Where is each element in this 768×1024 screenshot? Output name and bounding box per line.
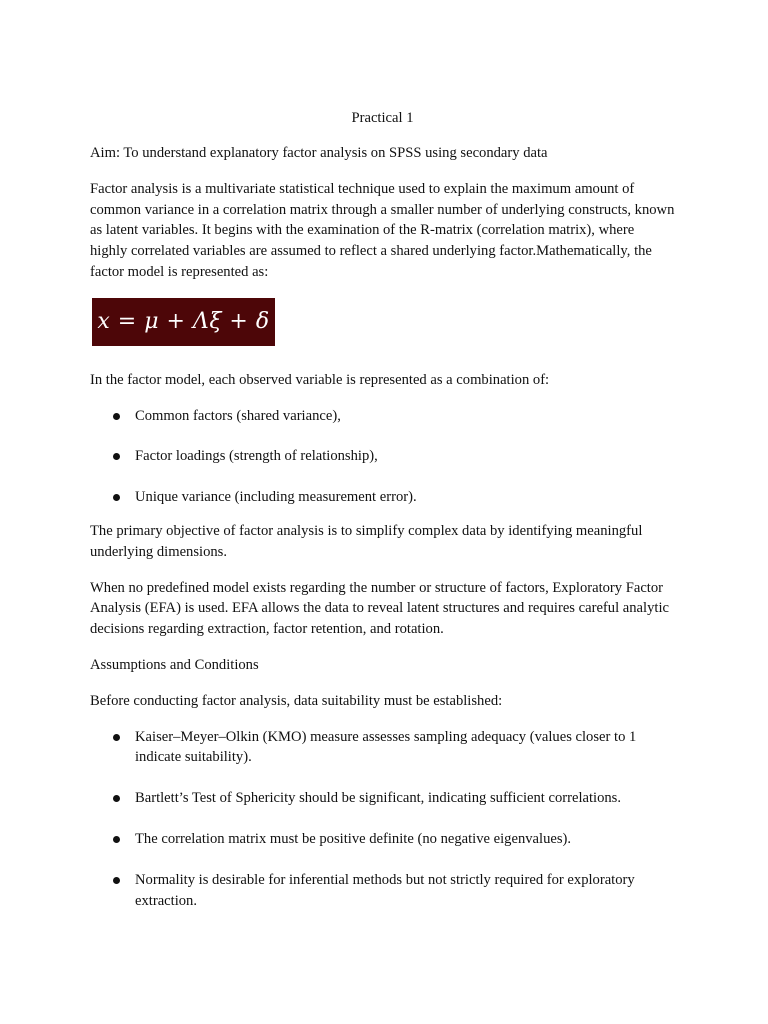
assumptions-list — [90, 727, 675, 912]
factor-model-formula: x = μ + Λξ + δ — [92, 298, 275, 346]
assumptions-heading: Assumptions and Conditions — [90, 656, 259, 673]
list-item-text: The correlation matrix must be positive definite (no negative eigenvalues). — [135, 830, 572, 847]
assumptions-intro-paragraph: Before conducting factor analysis, data suitability must be established: — [90, 692, 503, 709]
bullet-icon — [113, 453, 120, 460]
list-item-text: Normality is desirable for inferential methods but not strictly required for exploratory extraction. — [135, 871, 635, 909]
list-item — [90, 446, 675, 467]
list-item-text: Bartlett’s Test of Sphericity should be significant, indicating sufficient correlations. — [135, 790, 622, 807]
bullet-icon — [113, 494, 120, 501]
efa-paragraph: When no predefined model exists regarding the number or structure of factors, Exploratory Factor Analysis (EFA) is used. EFA allows the data to reveal latent structures and requires careful analytic decisions regarding extraction, factor retention, and rotation. — [90, 579, 669, 638]
aim-paragraph: Aim: To understand explanatory factor analysis on SPSS using secondary data — [90, 145, 548, 161]
list-item-text: Factor loadings (strength of relationship), — [135, 448, 378, 465]
intro-paragraph: Factor analysis is a multivariate statistical technique used to explain the maximum amount of common variance in a correlation matrix through a smaller number of underlying constructs, known as latent variables. It begins with the examination of the R-matrix (correlation matrix), where highly correlated variables are assumed to reflect a shared underlying factor.Mathematically, the factor model is represented as: — [90, 180, 675, 280]
document-title: Practical 1 — [351, 110, 414, 126]
bullet-icon — [113, 734, 120, 741]
objective-paragraph: The primary objective of factor analysis is to simplify complex data by identifying meaningful underlying dimensions. — [90, 522, 643, 560]
list-item-text: Common factors (shared variance), — [135, 407, 341, 424]
list-item-text: Unique variance (including measurement error). — [135, 489, 417, 506]
bullet-icon — [113, 877, 120, 884]
list-item — [90, 487, 675, 508]
list-item — [90, 829, 675, 850]
bullet-icon — [113, 795, 120, 802]
list-item — [90, 788, 675, 809]
list-item — [90, 870, 675, 912]
model-intro-paragraph: In the factor model, each observed variable is represented as a combination of: — [90, 371, 550, 388]
model-components-list — [90, 406, 675, 508]
document-page — [90, 108, 675, 924]
list-item-text: Kaiser–Meyer–Olkin (KMO) measure assesses sampling adequacy (values closer to 1 indicate suitability). — [135, 728, 637, 766]
list-item — [90, 406, 675, 427]
list-item — [90, 727, 675, 769]
bullet-icon — [113, 413, 120, 420]
bullet-icon — [113, 836, 120, 843]
